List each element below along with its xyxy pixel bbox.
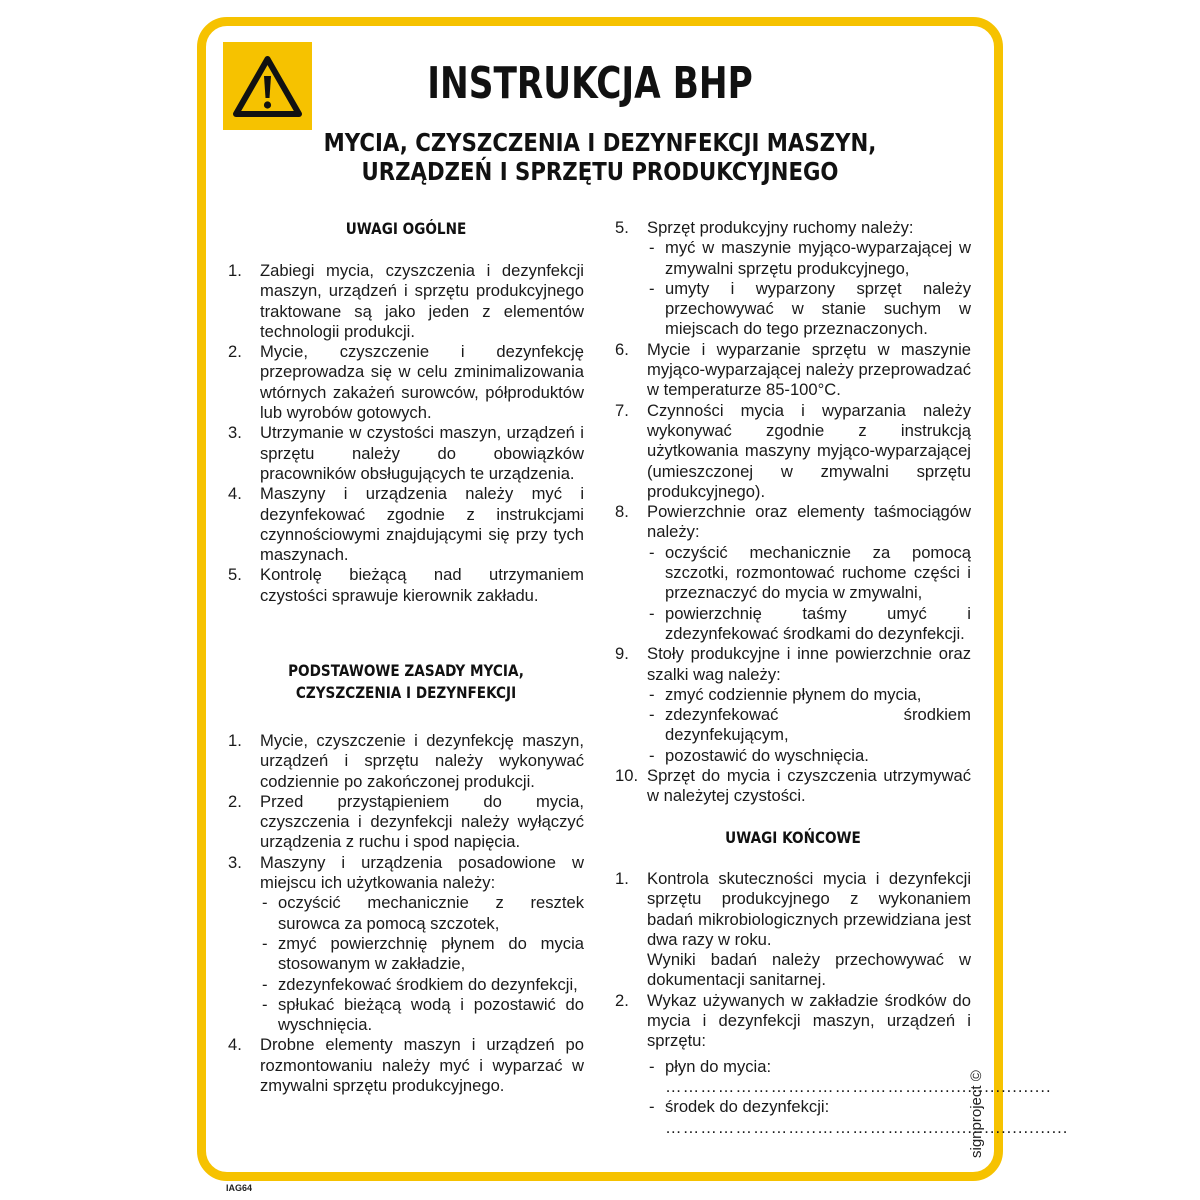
- list-item: [615, 340, 971, 401]
- sub-item: - oczyścić mechanicznie z resztek surowca za pomocą szczotek,: [260, 893, 584, 934]
- sub-item: [647, 1097, 1069, 1138]
- sub-list: [647, 685, 971, 766]
- item-number: 6.: [615, 339, 629, 359]
- sub-item: - zdezynfekować środkiem dezynfekującym,: [647, 705, 971, 746]
- warning-triangle-icon: [223, 42, 312, 130]
- disinfectant-blank: ……………………..………………..........................: [665, 1117, 1069, 1137]
- sub-item: - spłukać bieżącą wodą i pozostawić do wyschnięcia.: [260, 995, 584, 1036]
- sub-list: [647, 238, 971, 339]
- page-subtitle: [260, 128, 940, 186]
- item-text: Zabiegi mycia, czyszczenia i dezynfekcji maszyn, urządzeń i sprzętu produkcyjnego traktowane są jako jeden z elementów technologii produkcji.: [260, 261, 584, 341]
- item-text: Mycie, czyszczenie i dezynfekcję przeprowadza się w celu zminimalizowania wtórnych zakażeń surowców, półproduktów lub wyrobów gotowych.: [260, 342, 584, 423]
- item-text: Drobne elementy maszyn i urządzeń po rozmontowaniu należy myć i wyparzać w zmywalni sprzętu produkcyjnego.: [260, 1035, 584, 1096]
- item-text: Wykaz używanych w zakładzie środków do mycia i dezynfekcji maszyn, urządzeń i sprzętu:: [647, 990, 971, 1051]
- list-item: [228, 1035, 584, 1096]
- general-list: [228, 261, 584, 606]
- item-number: 2.: [228, 342, 242, 362]
- sub-item: - zdezynfekować środkiem do dezynfekcji,: [260, 975, 584, 995]
- item-extra-text: Wyniki badań należy przechowywać w dokumentacji sanitarnej.: [647, 950, 971, 990]
- list-item: [228, 792, 584, 853]
- list-item: [228, 342, 584, 423]
- list-item: [228, 853, 584, 1036]
- sub-item: - zmyć powierzchnię płynem do mycia stosowanym w zakładzie,: [260, 934, 584, 975]
- basic-heading: [255, 660, 558, 704]
- sub-list: [260, 893, 584, 1035]
- item-text: Kontrola skuteczności mycia i dezynfekcji sprzętu produkcyjnego z wykonaniem badań mikrobiologicznych przewidziana jest dwa razy w roku.: [647, 869, 971, 949]
- item-text: Utrzymanie w czystości maszyn, urządzeń i sprzętu należy do obowiązków pracowników obsługujących te urządzenia.: [260, 423, 584, 483]
- item-text: Mycie, czyszczenie i dezynfekcję maszyn, urządzeń i sprzętu należy wykonywać codziennie po zakończonej produkcji.: [260, 731, 584, 791]
- item-number: 1.: [228, 261, 242, 280]
- wash-fluid-label: - płyn do mycia:: [665, 1056, 772, 1076]
- item-number: 5.: [615, 218, 629, 237]
- item-number: 10.: [615, 766, 639, 786]
- item-text: Przed przystąpieniem do mycia, czyszczenia i dezynfekcji należy wyłączyć urządzenia z ruchu i spod napięcia.: [260, 791, 584, 852]
- item-number: 4.: [228, 1035, 242, 1055]
- subtitle-line-2: URZĄDZEŃ I SPRZĘTU PRODUKCYJNEGO: [361, 157, 839, 186]
- list-item: [615, 401, 971, 502]
- item-number: 9.: [615, 644, 629, 664]
- sub-item: - powierzchnię taśmy umyć i zdezynfekować środkami do dezynfekcji.: [647, 604, 971, 645]
- list-item: [228, 731, 584, 792]
- item-number: 1.: [615, 869, 629, 888]
- product-code: IAG64: [226, 1183, 253, 1193]
- item-text: Maszyny i urządzenia należy myć i dezynfekować zgodnie z instrukcjami czynnościowymi znajdującymi się przy tych maszynach.: [260, 484, 584, 565]
- warning-sign-box: [223, 42, 312, 130]
- item-number: 5.: [228, 565, 242, 585]
- list-item: [228, 261, 584, 342]
- item-number: 8.: [615, 502, 629, 522]
- basic-heading-line-1: PODSTAWOWE ZASADY MYCIA,: [288, 661, 524, 680]
- brand-mark: signproject ©: [968, 1070, 985, 1158]
- disinfectant-label: - środek do dezynfekcji:: [665, 1097, 830, 1117]
- list-item: [228, 484, 584, 565]
- subtitle-line-1: MYCIA, CZYSZCZENIA I DEZYNFEKCJI MASZYN,: [323, 128, 877, 157]
- sub-item: - oczyścić mechanicznie za pomocą szczotki, rozmontować ruchome części i przeznaczyć do mycia w zmywalni,: [647, 543, 971, 604]
- item-text: Maszyny i urządzenia posadowione w miejscu ich użytkowania należy:: [260, 852, 584, 893]
- sub-item: - zmyć codziennie płynem do mycia,: [647, 685, 971, 705]
- item-text: Sprzęt do mycia i czyszczenia utrzymywać w należytej czystości.: [647, 766, 971, 806]
- item-text: Sprzęt produkcyjny ruchomy należy:: [647, 218, 914, 237]
- sub-list: [647, 543, 971, 644]
- list-item: [615, 502, 971, 644]
- item-text: Powierzchnie oraz elementy taśmociągów należy:: [647, 502, 971, 542]
- list-item: [228, 423, 584, 484]
- list-item: [615, 766, 971, 807]
- item-number: 2.: [228, 791, 242, 811]
- list-item: [615, 644, 971, 766]
- wash-fluid-blank: ……………………..……………….......................: [665, 1076, 1052, 1096]
- basic-heading-line-2: CZYSZCZENIA I DEZYNFEKCJI: [295, 683, 517, 702]
- sub-item: - pozostawić do wyschnięcia.: [647, 746, 971, 766]
- final-heading: UWAGI KOŃCOWE: [725, 828, 861, 847]
- list-item: [615, 218, 971, 340]
- item-number: 3.: [228, 423, 242, 443]
- general-heading: UWAGI OGÓLNE: [345, 219, 467, 238]
- item-number: 2.: [615, 990, 629, 1010]
- page-title: INSTRUKCJA BHP: [427, 58, 753, 109]
- sub-item: [647, 1056, 1052, 1098]
- sub-item: - myć w maszynie myjąco-wyparzającej w zmywalni sprzętu produkcyjnego,: [647, 238, 971, 279]
- basic-list-right: [615, 218, 971, 807]
- item-text: Czynności mycia i wyparzania należy wykonywać zgodnie z instrukcją użytkowania maszyny myjąco-wyparzającej (umieszczonej w zmywalni sprzętu produkcyjnego).: [647, 400, 971, 501]
- list-item: [228, 565, 584, 606]
- item-number: 1.: [228, 731, 242, 750]
- sub-item: - umyty i wyparzony sprzęt należy przechowywać w stanie suchym w miejscach do tego przeznaczonych.: [647, 279, 971, 340]
- item-text: Stoły produkcyjne i inne powierzchnie oraz szalki wag należy:: [647, 644, 971, 684]
- item-number: 4.: [228, 484, 242, 504]
- item-text: Kontrolę bieżącą nad utrzymaniem czystości sprawuje kierownik zakładu.: [260, 565, 584, 605]
- basic-list-left: [228, 731, 584, 1096]
- item-number: 3.: [228, 852, 242, 872]
- item-text: Mycie i wyparzanie sprzętu w maszynie myjąco-wyparzającej należy przeprowadzać w temperaturze 85-100°C.: [647, 339, 971, 400]
- list-item: [615, 869, 971, 991]
- item-number: 7.: [615, 400, 629, 420]
